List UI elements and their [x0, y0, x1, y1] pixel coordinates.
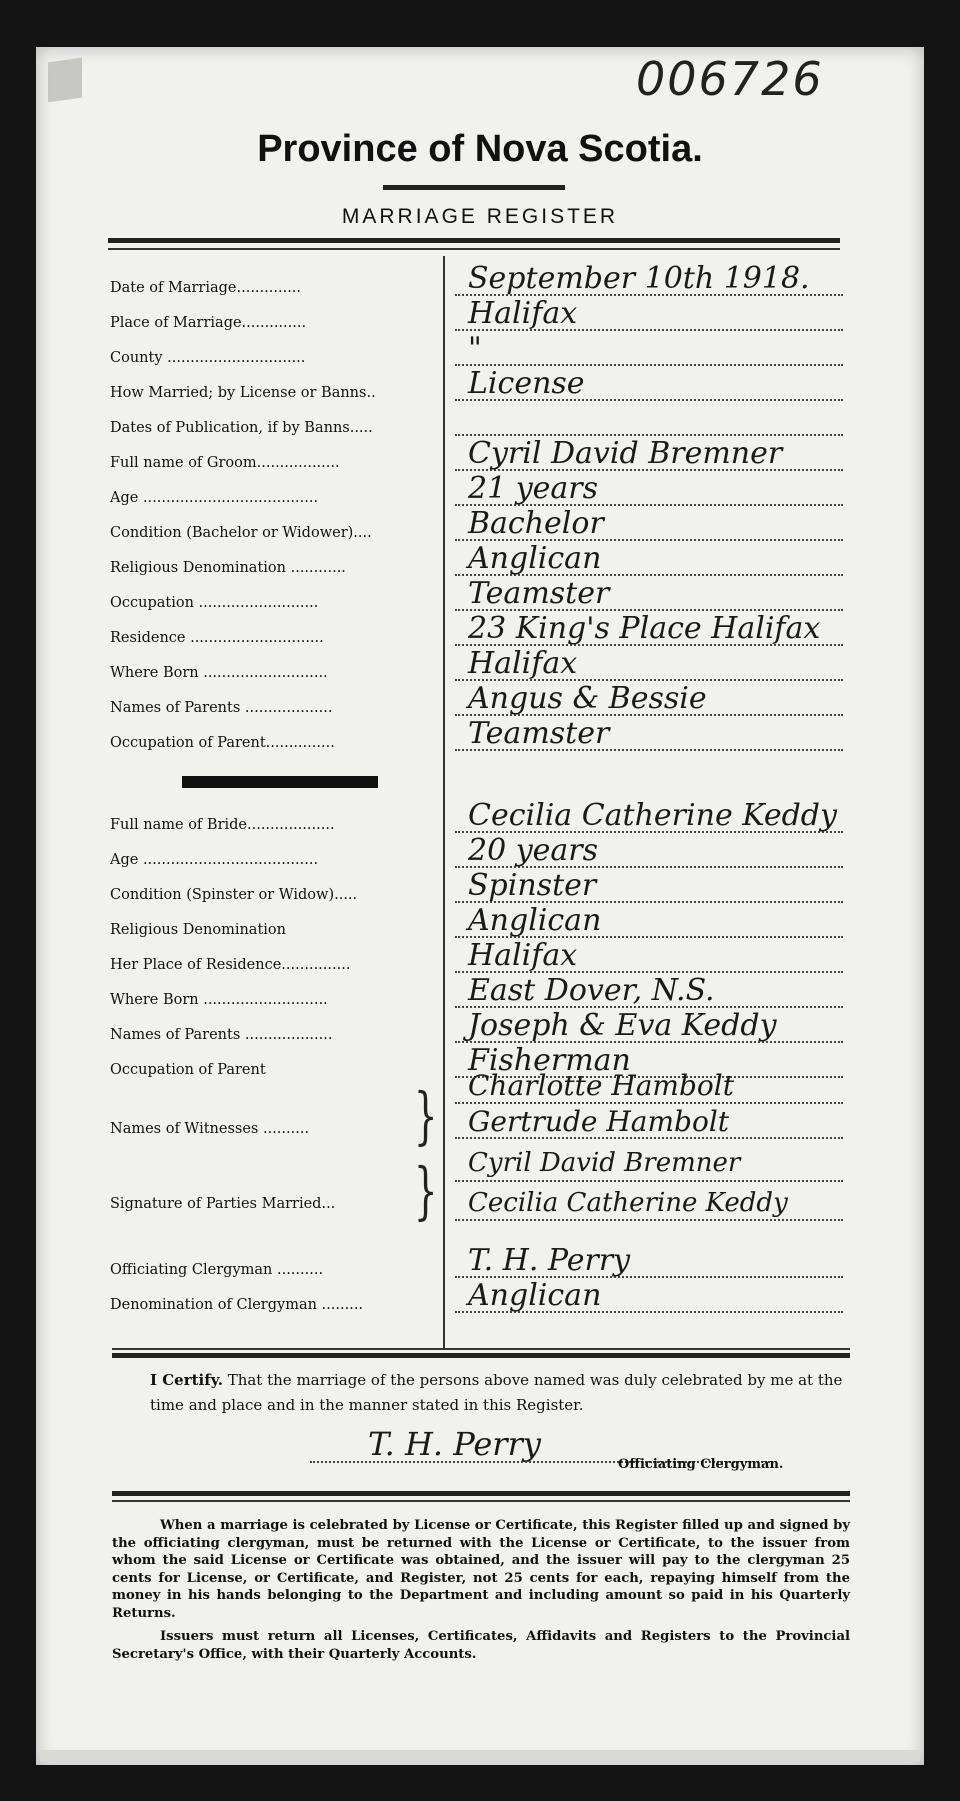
groom_rows-value-13: Teamster	[468, 716, 610, 751]
section-separator-bar	[182, 776, 378, 788]
witnesses-brace: }	[413, 1079, 438, 1152]
bride_rows-value-5: East Dover, N.S.	[468, 973, 715, 1008]
certification-lead: I Certify.	[150, 1371, 223, 1389]
mid-rule-thin	[112, 1348, 850, 1350]
bride_rows-label-5: Where Born ...........................	[110, 992, 328, 1008]
clergy_rows-value-0: T. H. Perry	[468, 1243, 631, 1278]
groom_rows-label-4: Dates of Publication, if by Banns.....	[110, 420, 373, 436]
groom_rows-value-1: Halifax	[468, 296, 578, 331]
lower-rule-thick	[112, 1491, 850, 1496]
groom_rows-label-12: Names of Parents ...................	[110, 700, 333, 716]
clergy-signature: T. H. Perry	[368, 1425, 541, 1463]
groom_rows-value-3: License	[468, 366, 585, 401]
groom_rows-value-12: Angus & Bessie	[468, 681, 707, 716]
top-rule-thick	[108, 238, 840, 243]
witnesses-line-1	[455, 1102, 843, 1104]
signatures-line-1	[455, 1180, 843, 1182]
groom_rows-value-8: Anglican	[468, 541, 602, 576]
groom_rows-label-8: Religious Denomination ............	[110, 560, 346, 576]
witnesses-label: Names of Witnesses ..........	[110, 1121, 310, 1137]
groom_rows-label-2: County ..............................	[110, 350, 306, 366]
groom_rows-label-10: Residence .............................	[110, 630, 324, 646]
groom_rows-value-5: Cyril David Bremner	[468, 436, 783, 471]
groom_rows-label-6: Age ......................................	[110, 490, 319, 506]
bride_rows-value-6: Joseph & Eva Keddy	[468, 1008, 777, 1043]
groom_rows-value-2: "	[468, 331, 482, 366]
top-rule-thin	[108, 248, 840, 250]
bride_rows-value-7: Fisherman	[468, 1043, 631, 1078]
certification-text	[150, 1368, 870, 1418]
clergy_rows-label-1: Denomination of Clergyman .........	[110, 1297, 364, 1313]
groom_rows-value-11: Halifax	[468, 646, 578, 681]
signature-caption: Officiating Clergyman.	[618, 1457, 784, 1472]
bride_rows-label-1: Age ......................................	[110, 852, 319, 868]
clergy_rows-value-1: Anglican	[468, 1278, 602, 1313]
bride_rows-label-2: Condition (Spinster or Widow).....	[110, 887, 358, 903]
witness-2: Gertrude Hambolt	[468, 1105, 730, 1138]
paper-bottom-edge	[40, 1750, 920, 1762]
lower-rule-thin	[112, 1500, 850, 1502]
bride_rows-value-2: Spinster	[468, 868, 597, 903]
certification-body: That the marriage of the persons above named was duly celebrated by me at the time and place and in the manner stated in this Register.	[150, 1371, 843, 1414]
groom_rows-label-3: How Married; by License or Banns..	[110, 385, 376, 401]
notice-paragraph-2: Issuers must return all Licenses, Certificates, Affidavits and Registers to the Provincial Secretary's Office, with their Quarterly Accounts.	[112, 1629, 850, 1662]
page-title: Province of Nova Scotia.	[257, 128, 703, 170]
groom_rows-label-11: Where Born ...........................	[110, 665, 328, 681]
bride_rows-label-3: Religious Denomination	[110, 922, 286, 938]
bride_rows-label-7: Occupation of Parent	[110, 1062, 266, 1078]
groom_rows-label-5: Full name of Groom..................	[110, 455, 340, 471]
groom_rows-label-9: Occupation ..........................	[110, 595, 319, 611]
signatures-line-2	[455, 1219, 843, 1221]
column-divider	[443, 256, 445, 1349]
signature-bride: Cecilia Catherine Keddy	[468, 1188, 788, 1218]
bride_rows-label-0: Full name of Bride...................	[110, 817, 335, 833]
groom_rows-value-7: Bachelor	[468, 506, 604, 541]
witness-1: Charlotte Hambolt	[468, 1069, 734, 1102]
mid-rule-thick	[112, 1353, 850, 1358]
groom_rows-value-6: 21 years	[468, 471, 599, 506]
clergy_rows-label-0: Officiating Clergyman ..........	[110, 1262, 324, 1278]
signature-groom: Cyril David Bremner	[468, 1148, 741, 1178]
title-underline	[383, 185, 565, 190]
groom_rows-label-0: Date of Marriage..............	[110, 280, 302, 296]
bride_rows-label-4: Her Place of Residence...............	[110, 957, 351, 973]
bride_rows-value-4: Halifax	[468, 938, 578, 973]
groom_rows-label-7: Condition (Bachelor or Widower)....	[110, 525, 372, 541]
bride_rows-value-3: Anglican	[468, 903, 602, 938]
register-number: 006726	[636, 52, 824, 106]
groom_rows-label-1: Place of Marriage..............	[110, 315, 307, 331]
register-subtitle: MARRIAGE REGISTER	[341, 205, 619, 228]
notice-paragraph-1: When a marriage is celebrated by License or Certificate, this Register filled up and signed by the officiating clergyman, must be returned with the License or Certificate, to the issuer from whom the said License or Certificate was obtained, and the issuer will pay to the clergyman 25 cents for License, or Certificate, and Register, not 25 cents for each, repaying himself from the money in his hands belonging to the Department and including amount so paid in his Quarterly Returns.	[112, 1518, 850, 1621]
corner-tear	[48, 58, 82, 103]
groom_rows-value-10: 23 King's Place Halifax	[468, 611, 821, 646]
groom_rows-value-9: Teamster	[468, 576, 610, 611]
bride_rows-label-6: Names of Parents ...................	[110, 1027, 333, 1043]
signatures-brace: }	[413, 1154, 438, 1227]
bride_rows-value-1: 20 years	[468, 833, 599, 868]
signatures-label: Signature of Parties Married...	[110, 1196, 336, 1212]
bride_rows-value-0: Cecilia Catherine Keddy	[468, 798, 837, 833]
groom_rows-value-0: September 10th 1918.	[468, 261, 810, 296]
groom_rows-label-13: Occupation of Parent...............	[110, 735, 335, 751]
